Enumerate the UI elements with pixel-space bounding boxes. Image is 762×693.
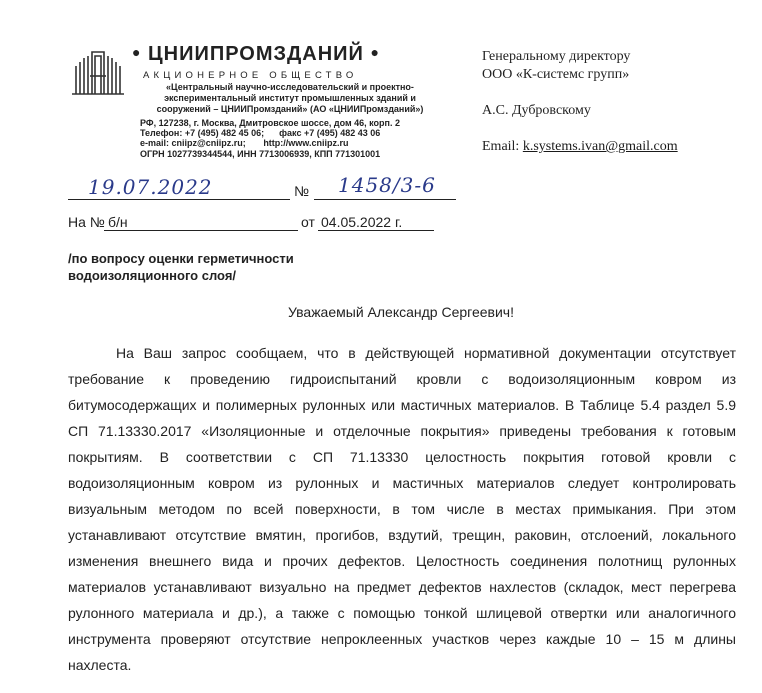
org-web	[140, 138, 440, 148]
reference-number: б/н	[108, 214, 128, 230]
org-phone: Телефон: +7 (495) 482 45 06;	[140, 128, 265, 139]
letter-body: На Ваш запрос сообщаем, что в действующей нормативной документации отсутствует требование к проведению гидроиспытаний кровли с водоизоляционным ковром из битумосодержащих и полимерных рулонных или мастичных материалов. В Таблице 5.4 раздел 5.9 СП 71.13330.2017 «Изоляционные и отделочные покрытия» приведены требования к готовым покрытиям. В соответствии с СП 71.13330 целостность покрытия готовой кровли с водоизоляционным ковром из рулонных и мастичных материалов следует контролировать визуальным методом по всей поверхности, в том числе в местах примыкания. При этом устанавливают отсутствие вмятин, прогибов, вздутий, трещин, раковин, отслоений, локального изменения внешнего вида и прочих дефектов. Целостность соединения полотнищ рулонных материалов устанавливают визуально на предмет дефектов нахлестов (складок, мест перегрева рулонного материала и др.), а также с помощью тонкой шлицевой отвертки или аналогичного инструмента проверяют отсутствие непроклеенных участков через каждые 10 – 15 м длины нахлеста.	[68, 345, 736, 673]
org-registration: ОГРН 1027739344544, ИНН 7713006939, КПП 771301001	[140, 148, 381, 159]
addressee-name: А.С. Дубровскому	[482, 103, 591, 118]
org-type: АКЦИОНЕРНОЕ ОБЩЕСТВО	[143, 70, 358, 81]
outgoing-date: 19.07.2022	[88, 175, 213, 199]
addressee-email-link[interactable]: k.systems.ivan@gmail.com	[522, 139, 678, 154]
reference-date-label: от	[301, 214, 315, 230]
registration-line	[68, 175, 468, 203]
org-contacts	[140, 118, 440, 159]
reference-date: 04.05.2022 г.	[321, 214, 403, 230]
company-logo-icon	[68, 46, 128, 96]
reference-label: На №	[68, 214, 105, 230]
addressee-position: Генеральному директору	[482, 49, 631, 64]
org-full-name: «Центральный научно-исследовательский и проектно-экспериментальный институт промышленных зданий и сооружений – ЦНИИПромзданий» (АО «ЦНИИПромзданий»)	[156, 82, 424, 114]
letter-greeting: Уважаемый Александр Сергеевич!	[288, 304, 514, 320]
letter-subject: /по вопросу оценки герметичности водоизоляционного слоя/	[68, 251, 294, 283]
org-address: РФ, 127238, г. Москва, Дмитровское шоссе, дом 46, корп. 2	[140, 118, 400, 128]
addressee-block	[482, 48, 742, 156]
org-phones	[140, 128, 440, 138]
outgoing-number: 1458/3-6	[338, 173, 436, 197]
addressee-email-line	[482, 138, 742, 156]
org-website: http://www.cniipz.ru	[263, 138, 349, 149]
reference-line	[68, 214, 448, 236]
org-fax: факс +7 (495) 482 43 06	[279, 128, 381, 139]
org-name: ● ЦНИИПРОМЗДАНИЙ ●	[132, 43, 380, 65]
addressee-company: ООО «К-системс групп»	[482, 67, 630, 82]
org-email: e-mail: cniipz@cniipz.ru;	[140, 138, 246, 149]
outgoing-number-label: №	[294, 183, 310, 199]
addressee-email-label: Email:	[482, 139, 520, 154]
